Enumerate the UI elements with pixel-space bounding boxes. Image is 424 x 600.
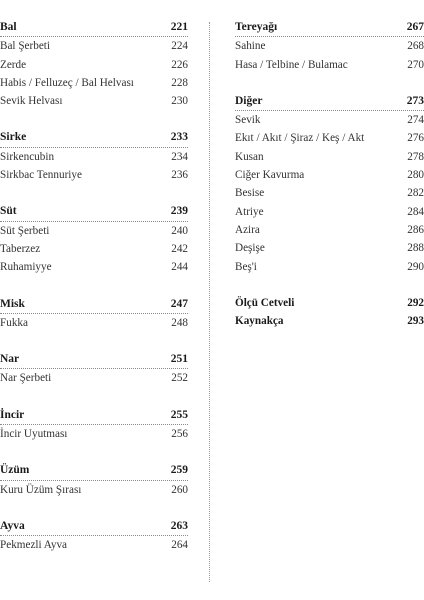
section-title: Tereyağı	[235, 21, 278, 33]
section-page-number: 273	[406, 94, 424, 107]
entry-title: Ruhamiyye	[0, 261, 52, 274]
entry-title: Sahine	[235, 40, 266, 53]
toc-section	[0, 202, 188, 276]
entry-title: Taberzez	[0, 242, 41, 255]
toc-section	[0, 128, 188, 184]
entry-page-number: 226	[171, 58, 188, 71]
toc-entry[interactable]	[0, 425, 188, 443]
section-heading[interactable]	[0, 18, 188, 37]
toc-entry[interactable]	[0, 536, 188, 554]
section-title: Süt	[0, 205, 17, 218]
toc-entry[interactable]	[0, 74, 188, 92]
toc-entry[interactable]	[0, 37, 188, 55]
toc-section	[235, 18, 424, 74]
toc-entry[interactable]	[235, 203, 424, 221]
toc-section	[0, 461, 188, 499]
entry-title: Ciğer Kavurma	[235, 169, 305, 182]
section-page-number: 267	[406, 21, 424, 33]
toc-entry[interactable]	[0, 258, 188, 276]
toc-entry[interactable]	[235, 56, 424, 74]
entry-title: Sevik Helvası	[0, 95, 63, 108]
entry-page-number: 288	[407, 242, 424, 255]
entry-page-number: 290	[407, 260, 424, 273]
section-title: Üzüm	[0, 464, 30, 477]
section-heading[interactable]	[0, 350, 188, 369]
entry-page-number: 240	[171, 224, 188, 237]
toc-section	[0, 406, 188, 444]
entry-title: Pekmezli Ayva	[0, 539, 68, 552]
toc-standalone-entry[interactable]	[235, 312, 424, 330]
entry-title: Fukka	[0, 316, 28, 329]
entry-page-number: 228	[171, 76, 188, 89]
entry-page-number: 286	[407, 223, 424, 236]
section-page-number: 251	[170, 353, 188, 366]
toc-entry[interactable]	[0, 92, 188, 110]
entry-page-number: 242	[171, 242, 188, 255]
toc-standalone-entry[interactable]	[235, 294, 424, 312]
entry-page-number: 236	[171, 169, 188, 182]
toc-extras	[235, 294, 424, 331]
entry-title: Sevik	[235, 114, 261, 127]
entry-title: Bal Şerbeti	[0, 40, 51, 53]
entry-title: Beş'i	[235, 260, 257, 273]
entry-title: Hasa / Telbine / Bulamac	[235, 58, 348, 71]
toc-entry[interactable]	[235, 148, 424, 166]
toc-entry[interactable]	[0, 166, 188, 184]
toc-entry[interactable]	[0, 481, 188, 499]
entry-page-number: 230	[171, 95, 188, 108]
entry-title: Azira	[235, 223, 260, 236]
entry-title: Deşişe	[235, 242, 265, 255]
toc-section	[0, 350, 188, 388]
toc-entry[interactable]	[235, 37, 424, 55]
section-heading[interactable]	[0, 406, 188, 425]
entry-title: Habis / Felluzeç / Bal Helvası	[0, 76, 134, 89]
section-page-number: 263	[170, 519, 188, 532]
section-title: Bal	[0, 21, 17, 33]
entry-title: Ekıt / Akıt / Şiraz / Keş / Akt	[235, 132, 365, 145]
toc-entry[interactable]	[235, 166, 424, 184]
toc-section	[0, 517, 188, 555]
toc-left-column	[0, 18, 188, 573]
entry-title: Atriye	[235, 205, 264, 218]
entry-title: Süt Şerbeti	[0, 224, 50, 237]
section-title: Sirke	[0, 131, 27, 144]
entry-page-number: 264	[171, 539, 188, 552]
entry-page-number: 252	[171, 372, 188, 385]
section-title: Nar	[0, 353, 20, 366]
entry-page-number: 234	[171, 150, 188, 163]
entry-page-number: 292	[407, 296, 424, 309]
entry-title: Zerde	[0, 58, 27, 71]
entry-title: Besise	[235, 187, 265, 200]
section-page-number: 247	[170, 297, 188, 310]
toc-entry[interactable]	[0, 240, 188, 258]
toc-section	[0, 18, 188, 110]
entry-title: Nar Şerbeti	[0, 372, 52, 385]
section-title: Diğer	[235, 94, 263, 107]
toc-entry[interactable]	[235, 258, 424, 276]
section-page-number: 233	[170, 131, 188, 144]
entry-page-number: 268	[407, 40, 424, 53]
entry-page-number: 282	[407, 187, 424, 200]
section-title: İncir	[0, 408, 25, 421]
entry-page-number: 248	[171, 316, 188, 329]
entry-title: Sirkencubin	[0, 150, 55, 163]
entry-title: İncir Uyutması	[0, 428, 68, 441]
entry-page-number: 293	[407, 315, 424, 328]
toc-entry[interactable]	[235, 184, 424, 202]
entry-page-number: 278	[407, 150, 424, 163]
section-heading[interactable]	[0, 128, 188, 147]
entry-page-number: 276	[407, 132, 424, 145]
toc-entry[interactable]	[0, 314, 188, 332]
section-page-number: 255	[170, 408, 188, 421]
toc-entry[interactable]	[0, 369, 188, 387]
entry-page-number: 224	[171, 40, 188, 53]
section-heading[interactable]	[0, 202, 188, 221]
section-heading[interactable]	[0, 461, 188, 480]
toc-entry[interactable]	[235, 111, 424, 129]
toc-entry[interactable]	[235, 221, 424, 239]
toc-right-column	[235, 18, 424, 348]
toc-entry[interactable]	[0, 222, 188, 240]
section-heading[interactable]	[0, 295, 188, 314]
entry-page-number: 270	[407, 58, 424, 71]
entry-page-number: 260	[171, 483, 188, 496]
section-heading[interactable]	[235, 18, 424, 37]
toc-entry[interactable]	[0, 56, 188, 74]
section-page-number: 259	[170, 464, 188, 477]
entry-title: Kusan	[235, 150, 264, 163]
toc-section	[0, 295, 188, 333]
column-divider	[209, 22, 210, 582]
section-heading[interactable]	[235, 92, 424, 111]
section-page-number: 239	[170, 205, 188, 218]
entry-page-number: 274	[407, 114, 424, 127]
entry-page-number: 284	[407, 205, 424, 218]
toc-section	[235, 92, 424, 276]
section-title: Ayva	[0, 519, 25, 532]
entry-title: Ölçü Cetveli	[235, 296, 295, 309]
toc-entry[interactable]	[235, 129, 424, 147]
section-page-number: 221	[170, 21, 188, 33]
toc-entry[interactable]	[235, 239, 424, 257]
entry-title: Kaynakça	[235, 315, 284, 328]
entry-page-number: 280	[407, 169, 424, 182]
entry-page-number: 244	[171, 261, 188, 274]
entry-title: Kuru Üzüm Şırası	[0, 483, 82, 496]
toc-entry[interactable]	[0, 148, 188, 166]
section-title: Misk	[0, 297, 25, 310]
entry-title: Sirkbac Tennuriye	[0, 169, 82, 182]
entry-page-number: 256	[171, 428, 188, 441]
section-heading[interactable]	[0, 517, 188, 536]
